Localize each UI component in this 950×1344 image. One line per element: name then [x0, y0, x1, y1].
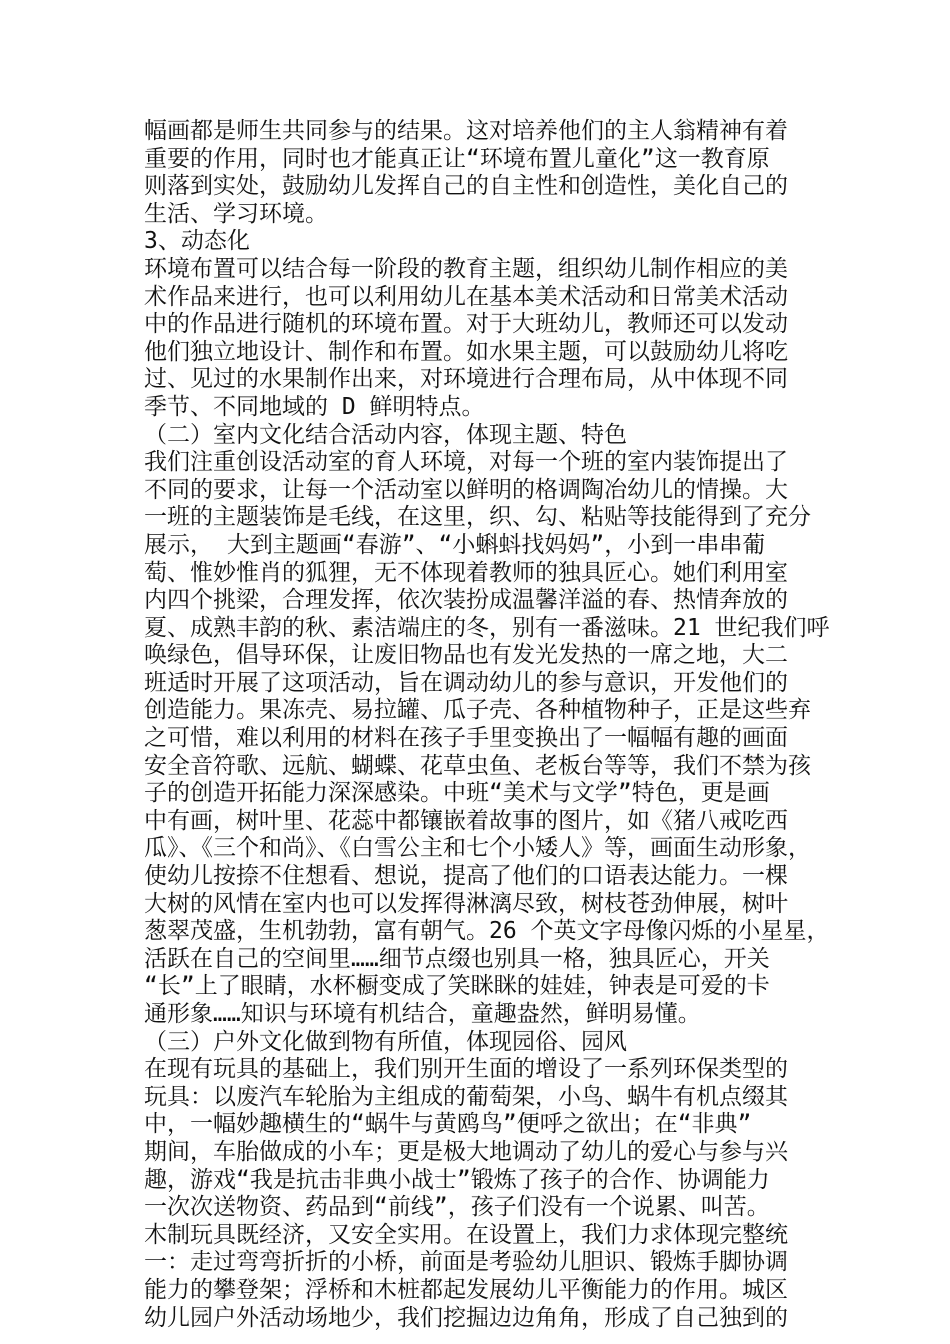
text-line: 幅画都是师生共同参与的结果。这对培养他们的主人翁精神有着: [144, 118, 788, 144]
text-line: 大树的风情在室内也可以发挥得淋漓尽致，树枝苍劲伸展，树叶: [144, 890, 788, 917]
text-line: 我们注重创设活动室的育人环境，对每一个班的室内装饰提出了: [144, 449, 788, 476]
text-line: 唤绿色，倡导环保，让废旧物品也有发光发热的一席之地，大二: [144, 642, 788, 669]
text-line: 活跃在自己的空间里……细节点缀也别具一格，独具匠心，开关: [144, 945, 770, 972]
text-line: 瓜》、《三个和尚》、《白雪公主和七个小矮人》等，画面生动形象，: [144, 835, 811, 862]
text-line: 葱翠茂盛，生机勃勃，富有朝气。26 个英文字母像闪烁的小星星，: [144, 918, 830, 945]
text-line: 夏、成熟丰韵的秋、素洁端庄的冬，别有一番滋味。21 世纪我们呼: [144, 614, 830, 641]
text-line: 班适时开展了这项活动，旨在调动幼儿的参与意识，开发他们的: [144, 669, 788, 696]
section-heading: 3、动态化: [144, 228, 250, 255]
text-line: 一班的主题装饰是毛线，在这里，织、勾、粘贴等技能得到了充分: [144, 504, 811, 531]
text-line: 子的创造开拓能力深深感染。中班“美术与文学”特色，更是画: [144, 780, 770, 807]
text-line: 创造能力。果冻壳、易拉罐、瓜子壳、各种植物种子，正是这些弃: [144, 697, 811, 724]
text-line: 不同的要求，让每一个活动室以鲜明的格调陶冶幼儿的情操。大: [144, 476, 788, 503]
text-line: 安全音符歌、远航、蝴蝶、花草虫鱼、老板台等等，我们不禁为孩: [144, 752, 811, 779]
text-line: 中，一幅妙趣横生的“蜗牛与黄鸥鸟”便呼之欲出；在“非典”: [144, 1111, 752, 1138]
text-line: 内四个挑梁，合理发挥，依次装扮成温馨洋溢的春、热情奔放的: [144, 587, 788, 614]
text-line: 中有画，树叶里、花蕊中都镶嵌着故事的图片，如《猪八戒吃西: [144, 807, 788, 834]
text-line: 一次次送物资、药品到“前线”，孩子们没有一个说累、叫苦。: [144, 1194, 770, 1221]
text-line: 幼儿园户外活动场地少，我们挖掘边边角角，形成了自己独到的: [144, 1304, 788, 1331]
text-line: 趣，游戏“我是抗击非典小战士”锻炼了孩子的合作、协调能力: [144, 1166, 770, 1193]
text-line: 能力的攀登架；浮桥和木桩都起发展幼儿平衡能力的作用。城区: [144, 1276, 788, 1303]
text-line: 玩具：以废汽车轮胎为主组成的葡萄架，小鸟、蜗牛有机点缀其: [144, 1083, 788, 1110]
section-heading: （二）室内文化结合活动内容，体现主题、特色: [144, 421, 627, 448]
section-heading: （三）户外文化做到物有所值，体现园俗、园风: [144, 1028, 627, 1055]
text-line: 使幼儿按捺不住想看、想说，提高了他们的口语表达能力。一棵: [144, 863, 788, 890]
text-line: 通形象……知识与环境有机结合，童趣盎然，鲜明易懂。: [144, 1001, 701, 1027]
text-line: 重要的作用，同时也才能真正让“环境布置儿童化”这一教育原: [144, 145, 770, 172]
text-line: 他们独立地设计、制作和布置。如水果主题，可以鼓励幼儿将吃: [144, 338, 788, 365]
text-line: 季节、不同地域的 D 鲜明特点。: [144, 393, 485, 420]
text-line: 中的作品进行随机的环境布置。对于大班幼儿，教师还可以发动: [144, 311, 788, 338]
text-line: 则落到实处，鼓励幼儿发挥自己的自主性和创造性，美化自己的: [144, 173, 788, 200]
text-line: 生活、学习环境。: [144, 200, 328, 227]
text-line: 过、见过的水果制作出来，对环境进行合理布局，从中体现不同: [144, 366, 788, 393]
text-line: 期间，车胎做成的小车；更是极大地调动了幼儿的爱心与参与兴: [144, 1138, 788, 1165]
text-line: 术作品来进行，也可以利用幼儿在基本美术活动和日常美术活动: [144, 283, 788, 310]
text-line: 木制玩具既经济，又安全实用。在设置上，我们力求体现完整统: [144, 1221, 788, 1248]
text-line: 一：走过弯弯折折的小桥，前面是考验幼儿胆识、锻炼手脚协调: [144, 1249, 788, 1276]
document-body: [144, 118, 830, 1332]
text-line: 在现有玩具的基础上，我们别开生面的增设了一系列环保类型的: [144, 1056, 788, 1083]
text-line: 展示， 大到主题画“春游”、“小蝌蚪找妈妈”，小到一串串葡: [144, 531, 766, 558]
text-line: 环境布置可以结合每一阶段的教育主题，组织幼儿制作相应的美: [144, 255, 788, 282]
text-line: “长”上了眼睛，水杯橱变成了笑眯眯的娃娃，钟表是可爱的卡: [144, 973, 770, 1000]
text-line: 之可惜，难以利用的材料在孩子手里变换出了一幅幅有趣的画面: [144, 725, 788, 752]
text-line: 萄、惟妙惟肖的狐狸，无不体现着教师的独具匠心。她们利用室: [144, 559, 788, 586]
